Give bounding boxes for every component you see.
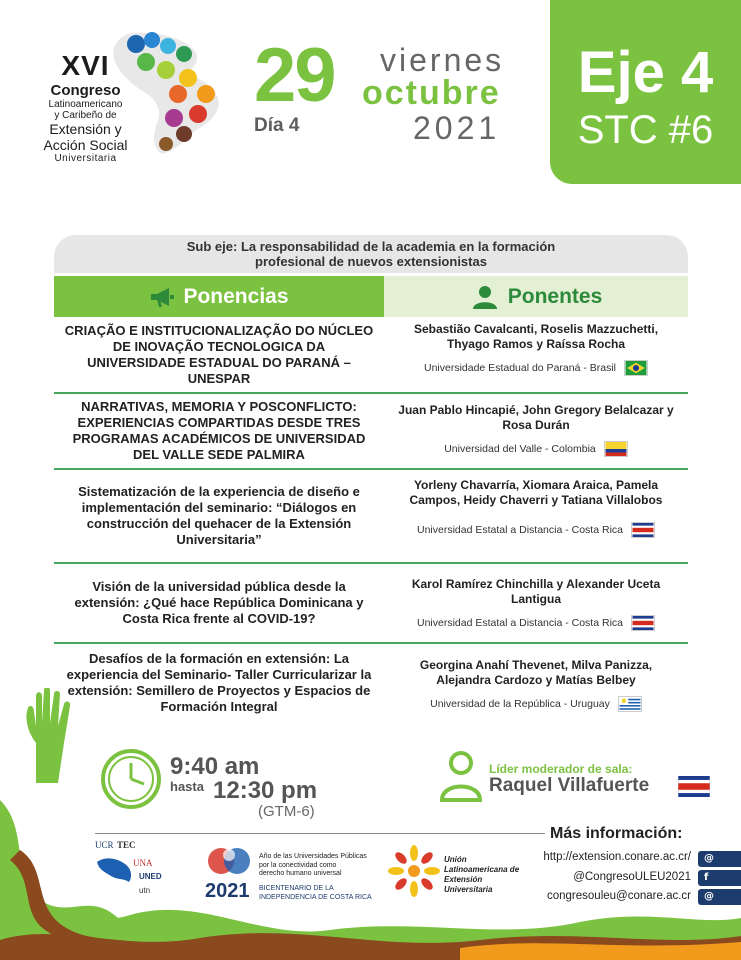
column-header-ponencias (54, 276, 384, 317)
bicentennial-line: derecho humano universal (259, 870, 342, 877)
university-line (392, 615, 680, 631)
congress-logo (18, 28, 228, 164)
speakers-cell (384, 394, 688, 468)
moderator-icon (438, 750, 484, 802)
ulaeu-line: Universitaria (444, 885, 493, 894)
speaker-names: Sebastião Cavalcanti, Roselis Mazzuchetti, Thyago Ramos y Raíssa Rocha (413, 322, 659, 351)
university-name: Universidad Estatal a Distancia - Costa Rica (416, 617, 623, 629)
congress-line: Acción Social (43, 137, 128, 153)
facebook-icon[interactable]: f (698, 870, 741, 886)
more-info-title: Más información: (550, 825, 683, 842)
university-name: Universidad Estatal a Distancia - Costa Rica (416, 524, 623, 536)
utn-logo-text: utn (139, 886, 151, 895)
ucr-logo-text: UCR (95, 840, 114, 850)
table-row (54, 318, 688, 394)
speakers-cell (384, 470, 688, 562)
university-name: Universidad del Valle - Colombia (444, 443, 596, 455)
bicentennial-subtitle (259, 884, 372, 902)
uned-logo-text: UNED (139, 872, 162, 881)
ulaeu-line: Extensión (444, 875, 483, 884)
moderator-name: Raquel Villafuerte (489, 775, 650, 796)
person-icon (470, 285, 500, 309)
table-header (54, 276, 688, 317)
congress-line: Extensión y (49, 121, 122, 137)
axis-badge (550, 0, 741, 184)
subeje-line: profesional de nuevos extensionistas (255, 254, 487, 269)
start-time: 9:40 am (170, 753, 260, 780)
university-line (392, 360, 680, 376)
university-name: Universidade Estadual do Paraná - Brasil (423, 362, 617, 374)
email-link[interactable]: congresouleu@conare.ac.cr (546, 890, 691, 902)
green-hand-icon (18, 688, 78, 783)
column-header-label: Ponentes (507, 284, 603, 308)
megaphone-icon (149, 286, 175, 308)
ulaeu-name (444, 855, 519, 895)
date-day-number: 29 (254, 33, 335, 118)
partner-universities-logo (95, 840, 170, 895)
speakers-cell (384, 318, 688, 392)
column-header-ponentes (384, 276, 688, 317)
presentation-title: Sistematización de la experiencia de diseño e implementación del seminario: “Diálogos en construcción del quehacer de la Extensión Universitaria” (78, 484, 360, 547)
presentation-title: Visión de la universidad pública desde la extensión: ¿Qué hace República Dominicana y Costa Rica frente al COVID-19? (74, 579, 364, 626)
end-time: 12:30 pm (213, 777, 318, 804)
congress-numeral: XVI (61, 50, 110, 81)
website-link[interactable]: http://extension.conare.ac.cr/ (543, 851, 691, 863)
brazil-flag-icon (624, 360, 648, 376)
presentation-title: CRIAÇÃO E INSTITUCIONALIZAÇÃO DO NÚCLEO DE INOVAÇÃO TECNOLOGICA DA UNIVERSIDADE ESTADUAL DO PARANÁ – UNESPAR (64, 323, 374, 386)
una-logo-text: UNA (133, 858, 153, 868)
speaker-names: Yorleny Chavarría, Xiomara Araica, Pamela Campos, Heidy Chaverri y Tatiana Villalobos (409, 478, 663, 507)
date-month: octubre (362, 74, 501, 112)
web-icon[interactable]: @ (698, 851, 741, 867)
university-line (392, 522, 680, 538)
date-day-label: Día 4 (254, 115, 300, 136)
social-handle[interactable]: @CongresoULEU2021 (573, 871, 691, 883)
table-row (54, 394, 688, 470)
table-row (54, 470, 688, 564)
ulaeu-line: Unión (444, 855, 467, 864)
tec-logo-text: TEC (117, 840, 136, 850)
footer-divider (95, 833, 545, 834)
congress-line: Congreso (50, 82, 121, 99)
ulaeu-line: Latinoamericana de (444, 865, 520, 874)
subeje-banner (54, 235, 688, 273)
congress-line: y Caribeño de (54, 110, 117, 121)
university-name: Universidad de la República - Uruguay (430, 698, 610, 710)
costa-rica-flag-icon (678, 776, 710, 797)
date-weekday: viernes (380, 42, 505, 78)
date-year: 2021 (413, 110, 501, 146)
colombia-flag-icon (604, 441, 628, 457)
speaker-names: Juan Pablo Hincapié, John Gregory Belalcazar y Rosa Durán (398, 403, 674, 432)
bicentennial-line: BICENTENARIO DE LA (259, 885, 334, 892)
ulaeu-logo-icon (388, 845, 440, 897)
costa-rica-flag-icon (631, 522, 655, 538)
bicentennial-text (259, 853, 367, 879)
moderator-label: Líder moderador de sala: (489, 762, 633, 776)
time-separator: hasta (170, 779, 204, 794)
speaker-names: Georgina Anahí Thevenet, Milva Panizza, Alejandra Cardozo y Matías Belbey (419, 658, 653, 687)
presentation-title: Desafíos de la formación en extensión: La experiencia del Seminario- Taller Curricularizar la extensión: Semillero de Proyectos y Espacios de Formación Integral (66, 651, 372, 714)
clock-icon (100, 748, 162, 810)
bicentennial-line: Año de las Universidades Públicas (259, 853, 367, 860)
costa-rica-map-icon (95, 854, 135, 884)
costa-rica-flag-icon (631, 615, 655, 631)
presentation-title: NARRATIVAS, MEMORIA Y POSCONFLICTO: EXPERIENCIAS COMPARTIDAS DESDE TRES PROGRAMAS ACADÉMICOS DE UNIVERSIDAD DEL VALLE SEDE PALMIRA (72, 399, 366, 462)
column-header-label: Ponencias (183, 284, 289, 308)
congress-line: Universitaria (54, 153, 117, 164)
axis-title: Eje 4 (577, 40, 714, 105)
axis-subtitle: STC #6 (577, 108, 714, 152)
bicentennial-logo-icon (205, 843, 255, 881)
bicentennial-line: INDEPENDENCIA DE COSTA RICA (259, 894, 372, 901)
subeje-line: Sub eje: La responsabilidad de la academia en la formación (186, 239, 556, 254)
timezone: (GTM-6) (258, 803, 315, 820)
email-icon[interactable]: @ (698, 889, 741, 905)
congress-line: Latinoamericano (48, 99, 123, 110)
speaker-names: Karol Ramírez Chinchilla y Alexander Uceta Lantigua (411, 577, 661, 606)
bicentennial-year: 2021 (205, 880, 250, 902)
speakers-cell (384, 564, 688, 642)
university-line (392, 441, 680, 457)
bicentennial-line: por la conectividad como (259, 861, 337, 869)
table-row (54, 564, 688, 644)
